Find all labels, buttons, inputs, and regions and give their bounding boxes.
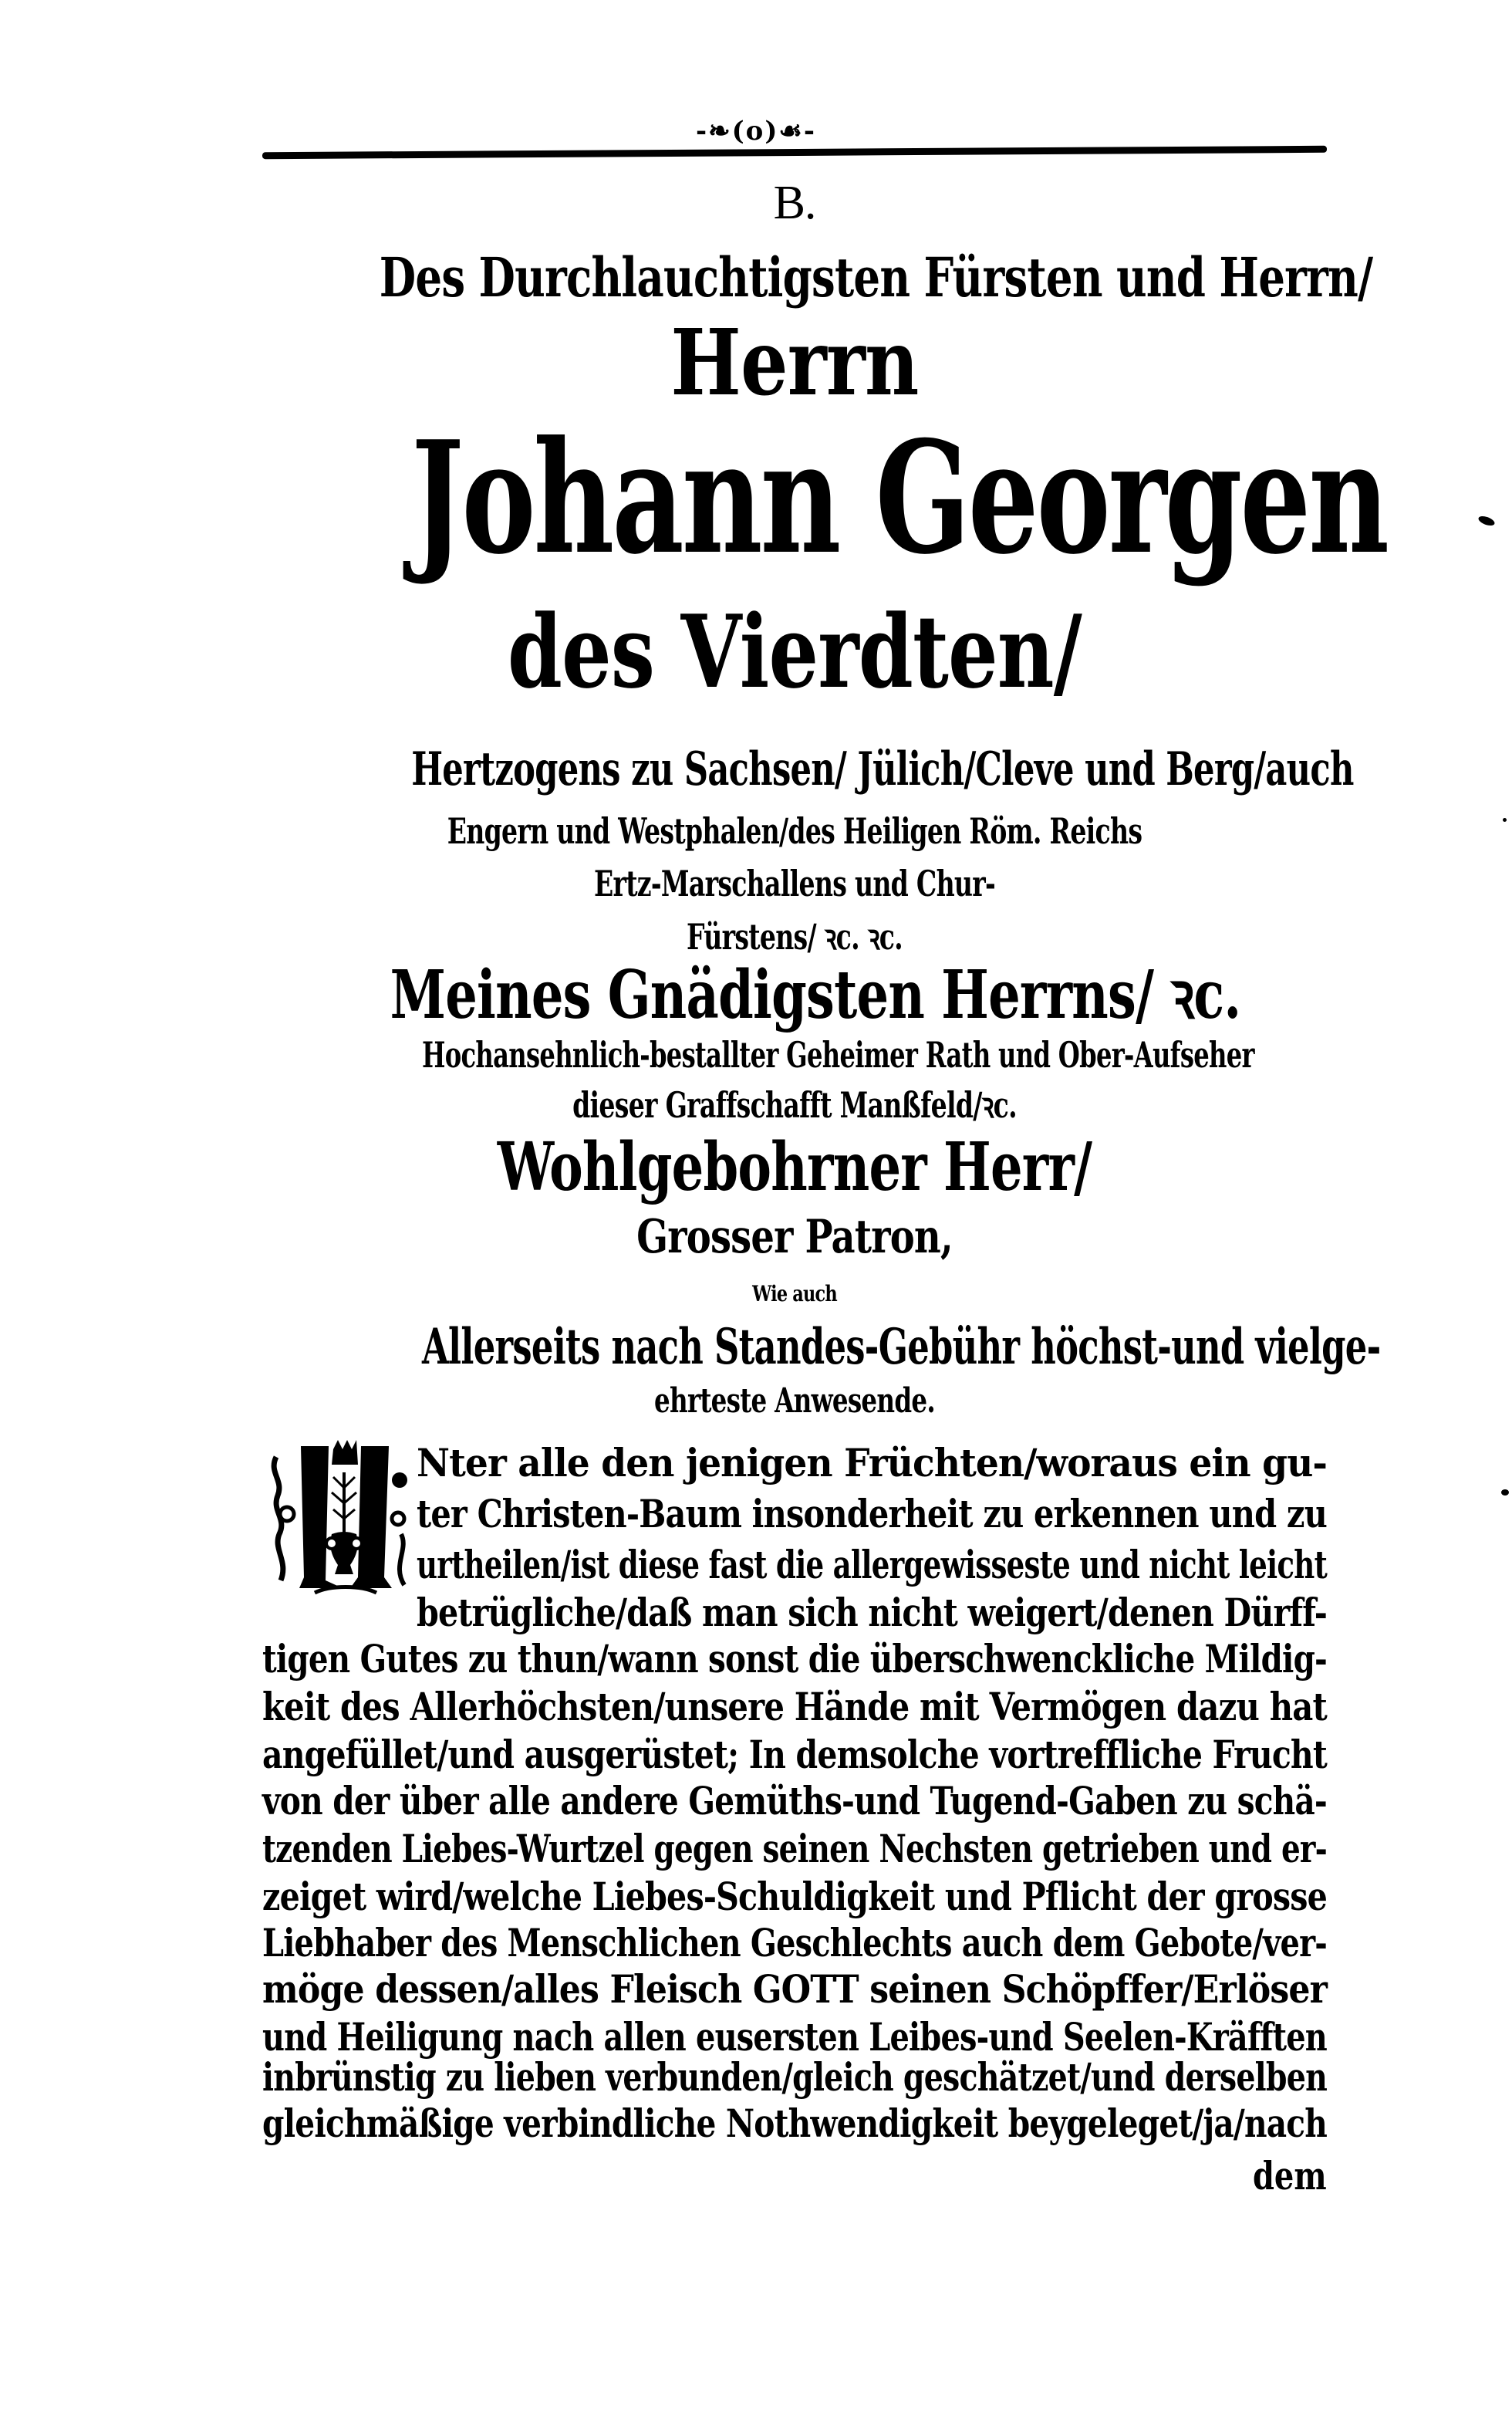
signature-mark: B. — [773, 177, 816, 229]
body-line: tzenden Liebes-Wurtzel gegen seinen Nechsten getrieben und er- — [262, 1826, 1327, 1871]
address-heading: Wohlgebohrner Herr/ — [497, 1128, 1092, 1206]
catchword: dem — [1253, 2153, 1327, 2199]
body-line: inbrünstig zu lieben verbunden/gleich geschätzet/und derselben — [262, 2054, 1327, 2100]
audience-line-1: Allerseits nach Standes-Gebühr höchst-und vielge- — [422, 1318, 1381, 1376]
initial-ornament-icon — [268, 1434, 409, 1597]
title-line-4: Fürstens/ ꝛc. ꝛc. — [687, 916, 903, 958]
wie-auch-line: Wie auch — [752, 1281, 837, 1306]
scan-speck — [1477, 515, 1496, 528]
body-line: angefüllet/und ausgerüstet; In demsolche vortreffliche Frucht — [262, 1732, 1327, 1777]
name-heading: Johann Georgen — [411, 407, 1388, 589]
scan-speck — [1503, 818, 1507, 822]
scan-speck — [1501, 1489, 1509, 1496]
header-ornament: -❧(o)☙- — [695, 116, 817, 147]
body-line: urtheilen/ist diese fast die allergewisseste und nicht leicht — [417, 1542, 1327, 1587]
audience-line-2: ehrteste Anwesende. — [654, 1381, 935, 1421]
ordinal-heading: des Vierdten/ — [507, 593, 1082, 711]
body-line: Liebhaber des Menschlichen Geschlechts auch dem Gebote/ver- — [262, 1920, 1327, 1965]
patron-line: Grosser Patron, — [636, 1210, 953, 1264]
herrn-heading: Herrn — [670, 309, 919, 416]
body-line: gleichmäßige verbindliche Nothwendigkeit beygeleget/ja/nach — [262, 2101, 1327, 2146]
title-line-3: Ertz-Marschallens und Chur- — [593, 863, 996, 904]
office-line-2: dieser Graffschafft Manßfeld/ꝛc. — [572, 1084, 1017, 1126]
decorated-initial — [268, 1434, 409, 1597]
body-line: ter Christen-Baum insonderheit zu erkennen und zu — [417, 1491, 1327, 1536]
body-line: tigen Gutes zu thun/wann sonst die überschwenckliche Mildig- — [262, 1636, 1327, 1681]
body-line: von der über alle andere Gemüths-und Tugend-Gaben zu schä- — [262, 1778, 1327, 1823]
office-line-1: Hochansehnlich-bestallter Geheimer Rath und Ober-Aufseher — [422, 1034, 1254, 1076]
title-line-1: Hertzogens zu Sachsen/ Jülich/Cleve und Berg/auch — [411, 742, 1354, 796]
dedication-line: Des Durchlauchtigsten Fürsten und Herrn/ — [379, 245, 1373, 309]
body-line: keit des Allerhöchsten/unsere Hände mit Vermögen dazu hat — [262, 1684, 1327, 1729]
body-line: und Heiligung nach allen eusersten Leibes-und Seelen-Kräfften — [262, 2014, 1327, 2060]
body-line: betrügliche/daß man sich nicht weigert/denen Dürff- — [417, 1590, 1327, 1635]
meines-heading: Meines Gnädigsten Herrns/ ꝛc. — [390, 956, 1241, 1034]
header-rule — [262, 146, 1327, 159]
title-line-2: Engern und Westphalen/des Heiligen Röm. Reichs — [447, 810, 1142, 852]
body-line: zeiget wird/welche Liebes-Schuldigkeit und Pflicht der grosse — [262, 1874, 1327, 1919]
body-line: möge dessen/alles Fleisch GOTT seinen Schöpffer/Erlöser — [262, 1966, 1327, 2012]
body-line: Nter alle den jenigen Früchten/woraus ein gu- — [417, 1440, 1327, 1485]
